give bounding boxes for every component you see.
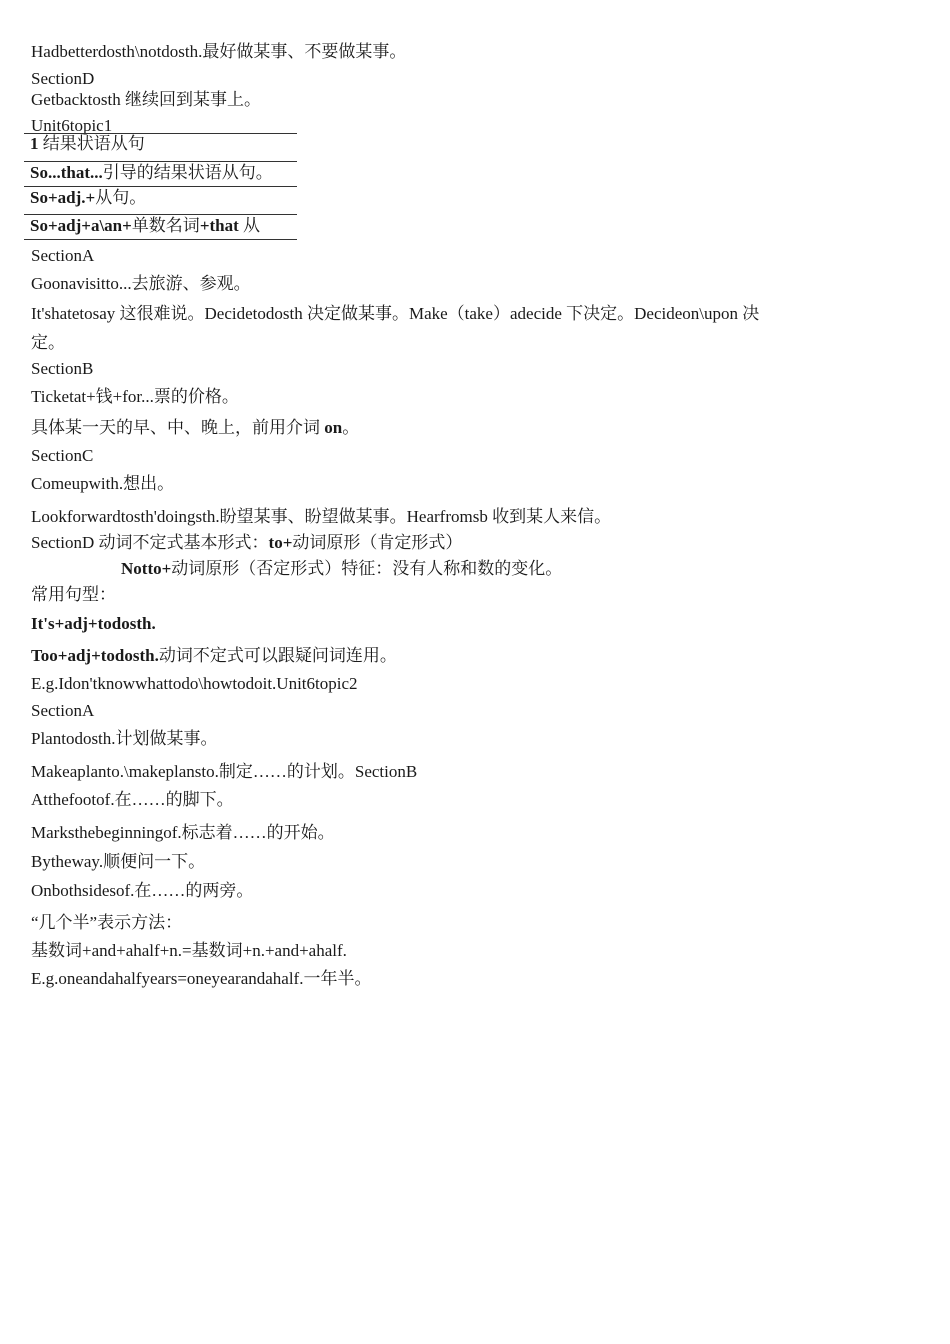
text-line: Marksthebeginningof.标志着……的开始。 [31,823,335,842]
table-cell-bold: 1 [30,134,39,153]
text-segment: 动词不定式可以跟疑问词连用。 [158,646,397,665]
section-heading: SectionA [31,701,95,720]
table-row [24,134,297,162]
table-row [24,187,297,215]
bold-segment: Too+adj+todosth. [31,646,159,665]
table-cell-bold: So...that... [30,163,103,182]
text-line: “几个半”表示方法： [31,913,183,932]
text-line: Lookforwardtosth'doingsth.盼望某事、盼望做某事。Hearfromsb 收到某人来信。 [31,507,612,526]
text-line: 基数词+and+ahalf+n.=基数词+n.+and+ahalf. [31,941,347,960]
grammar-table [24,133,297,240]
table-cell-text: 从句。 [95,188,147,207]
text-line [31,614,156,634]
table-cell-bold: +that [199,216,239,235]
text-line: Ticketat+钱+for...票的价格。 [31,387,239,406]
text-line: Makeaplanto.\makeplansto.制定……的计划。SectionB [31,762,418,781]
bold-segment: Notto+ [121,559,172,578]
text-line: It'shatetosay 这很难说。Decidetodosth 决定做某事。Make（take）adecide 下决定。Decideon\upon 决 [31,304,760,323]
table-cell-text: 结果状语从句 [38,134,145,153]
table-row [24,162,297,187]
text-line [31,646,397,666]
text-segment: 。 [342,418,360,437]
text-segment: SectionD 动词不定式基本形式： [31,533,269,552]
text-line [31,533,462,553]
text-line: E.g.Idon'tknowwhattodo\howtodoit.Unit6topic2 [31,674,358,693]
bold-segment: It's+adj+todosth. [31,614,156,633]
text-line: 常用句型： [31,585,116,604]
section-heading: SectionC [31,446,94,465]
section-heading: SectionD [31,69,95,88]
text-line [31,418,359,438]
text-line: Bytheway.顺便问一下。 [31,852,206,871]
table-cell-bold: So+adj+a\an+ [30,216,132,235]
text-line: Onbothsidesof.在……的两旁。 [31,881,254,900]
text-line: 定。 [31,333,65,352]
section-heading: SectionB [31,359,94,378]
table-row [24,215,297,240]
text-line: Goonavisitto...去旅游、参观。 [31,274,251,293]
table-cell-bold: So+adj.+ [30,188,96,207]
table-cell-text: 引导的结果状语从句。 [102,163,273,182]
section-heading: SectionA [31,246,95,265]
bold-segment: on [324,418,343,437]
table-cell-text: 单数名词 [131,216,200,235]
text-line: Atthefootof.在……的脚下。 [31,790,234,809]
text-line: Plantodosth.计划做某事。 [31,729,218,748]
text-line: Hadbetterdosth\notdosth.最好做某事、不要做某事。 [31,42,407,61]
text-segment: 动词原形（肯定形式） [292,533,463,552]
text-line: E.g.oneandahalfyears=oneyearandahalf.一年半。 [31,969,372,988]
bold-segment: to+ [268,533,293,552]
text-line [121,559,562,579]
table-cell-text: 从 [238,216,261,235]
text-line: Comeupwith.想出。 [31,474,175,493]
unit-heading: Unit6topic1 [31,116,113,135]
text-segment: 动词原形（否定形式）特征：没有人称和数的变化。 [171,559,563,578]
text-line: Getbacktosth 继续回到某事上。 [31,90,261,109]
text-segment: 具体某一天的早、中、晚上，前用介词 [31,418,325,437]
